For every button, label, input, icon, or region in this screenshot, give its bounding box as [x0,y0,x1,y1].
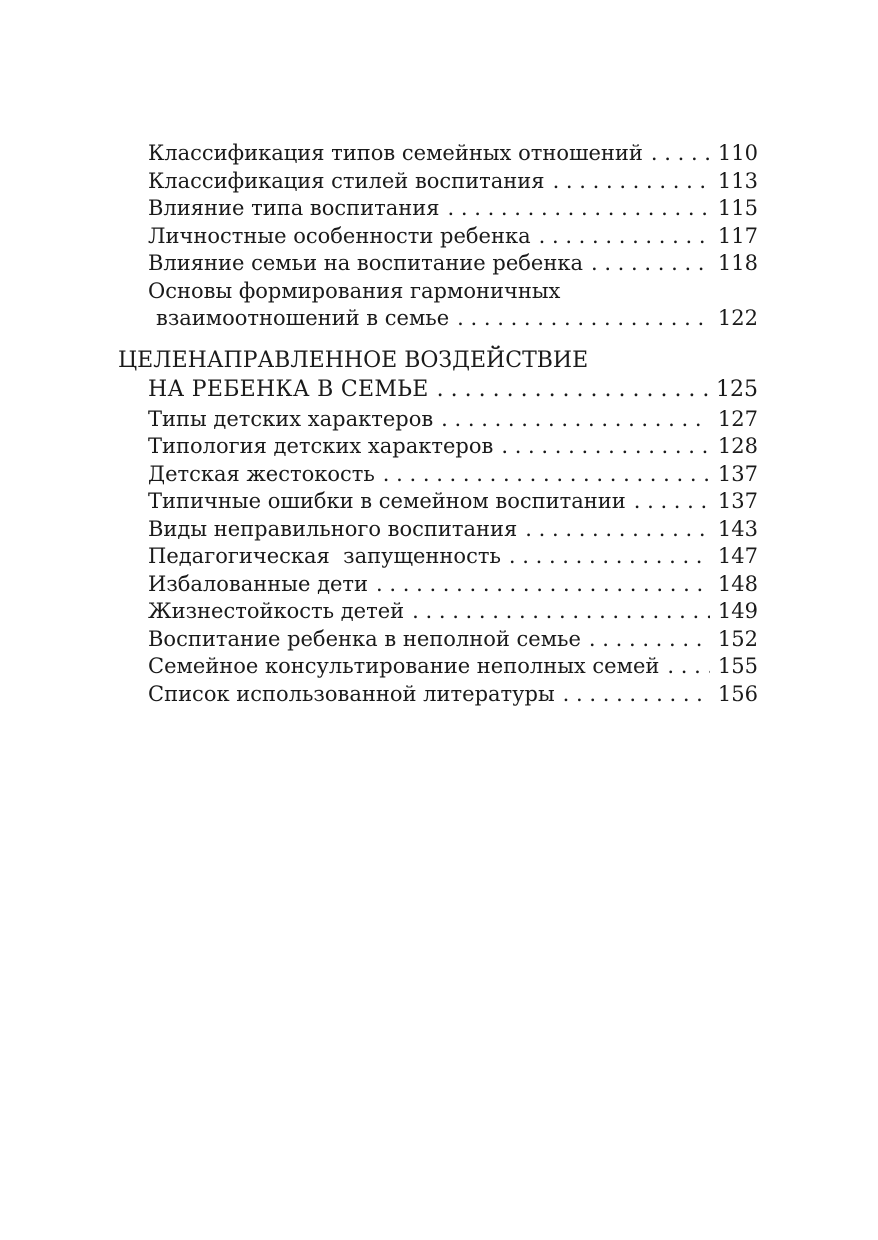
toc-entry[interactable] [118,598,758,626]
toc-entry-title: Влияние семьи на воспитание ребенка [148,251,583,275]
dot-leader [376,571,710,599]
toc-entry[interactable] [118,140,758,168]
toc-entry-title: Классификация стилей воспитания [148,168,545,193]
toc-entry[interactable] [118,433,758,461]
chapter-heading-line1[interactable]: ЦЕЛЕНАПРАВЛЕННОЕ ВОЗДЕЙСТВИЕ [118,347,589,373]
toc-entry[interactable] [118,250,758,278]
toc-entry-page: 122 [717,306,758,330]
toc-entry-title: Педагогическая запущенность [148,544,501,568]
toc-entry[interactable] [118,305,758,333]
toc-entry-title-line1[interactable]: Основы формирования гармоничных [148,278,561,303]
toc-entry-page: 115 [717,196,758,220]
toc-entry[interactable] [118,626,758,654]
toc-entry-page: 113 [717,168,758,193]
toc-entry[interactable] [118,195,758,223]
dot-leader [412,598,710,626]
toc-entry[interactable] [118,516,758,544]
toc-entry-page: 117 [717,223,758,248]
toc-entry-title: Типология детских характеров [148,434,494,458]
dot-leader [634,488,710,516]
toc-entry-title: Виды неправильного воспитания [148,516,518,541]
dot-leader [563,681,710,709]
toc-entry-page: 110 [717,141,758,165]
dot-leader [553,168,710,196]
toc-entry-title: Классификация типов семейных отношений [148,141,643,165]
toc-entry[interactable] [118,223,758,251]
toc-entry-title: Избалованные дети [148,571,369,596]
toc-entry-title: Воспитание ребенка в неполной семье [148,626,581,651]
toc-entry-title: Типы детских характеров [148,406,434,431]
toc-entry[interactable] [118,653,758,681]
dot-leader [441,406,710,434]
dot-leader [457,305,710,333]
dot-leader [525,516,710,544]
chapter-entry[interactable] [118,375,758,404]
toc-entry-page: 127 [717,406,758,431]
toc-entry-page: 155 [717,654,758,678]
toc-entry-title: Семейное консультирование неполных семей [148,654,660,678]
toc-entry[interactable] [118,488,758,516]
toc-entry-title: Типичные ошибки в семейном воспитании [148,489,626,513]
toc-entry[interactable] [118,168,758,196]
toc-entry-title: Влияние типа воспитания [148,196,440,220]
dot-leader [501,433,710,461]
chapter-page: 125 [716,376,758,402]
toc-entry[interactable] [118,461,758,489]
toc-entry-page: 156 [717,681,758,706]
dot-leader [437,375,708,404]
toc-entry-page: 149 [717,599,758,623]
chapter-heading-line2: НА РЕБЕНКА В СЕМЬЕ [148,376,429,402]
toc-entry-page: 152 [717,626,758,651]
dot-leader [383,461,710,489]
dot-leader [509,543,710,571]
dot-leader [448,195,710,223]
toc-entry-page: 143 [717,516,758,541]
toc-entry-page: 137 [717,461,758,486]
dot-leader [589,626,710,654]
toc-entry[interactable] [118,571,758,599]
toc-entry-page: 148 [717,571,758,596]
toc-entry-page: 118 [717,251,758,275]
dot-leader [667,653,710,681]
dot-leader [651,140,710,168]
toc-entry-title-line2: взаимоотношений в семье [156,306,450,330]
toc-entry-page: 128 [717,434,758,458]
toc-entry[interactable] [118,406,758,434]
toc-entry-title: Детская жестокость [148,461,375,486]
dot-leader [539,223,710,251]
dot-leader [591,250,710,278]
toc-entry-page: 147 [717,544,758,568]
toc-entry-title: Личностные особенности ребенка [148,223,531,248]
toc-entry-title: Список использованной литературы [148,681,555,706]
toc-entry-page: 137 [717,489,758,513]
toc-entry-title: Жизнестойкость детей [148,599,405,623]
toc-entry[interactable] [118,681,758,709]
table-of-contents [118,140,758,708]
toc-entry[interactable] [118,543,758,571]
